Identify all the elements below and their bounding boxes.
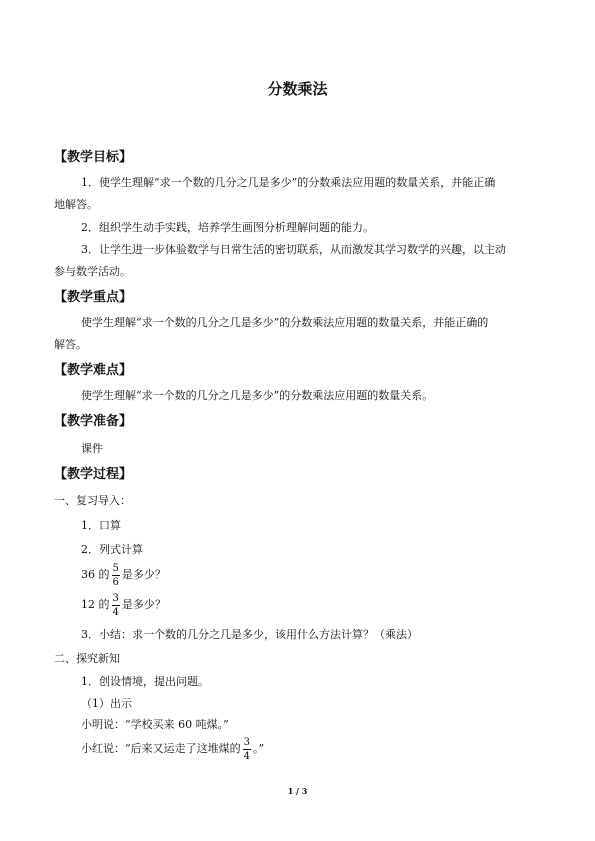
- explore-sub-1: （1）出示: [81, 697, 132, 710]
- process-heading: 【教学过程】: [54, 467, 133, 482]
- q1-fraction-bar: [112, 575, 120, 576]
- review-oral: 1．口算: [81, 519, 121, 532]
- xiaohong-line: [81, 735, 264, 763]
- key-points-line-1: 使学生理解“求一个数的几分之几是多少”的分数乘法应用题的数量关系，并能正确的: [81, 316, 489, 329]
- explore-heading: 二、探究新知: [54, 652, 120, 665]
- key-points-line-2: 解答。: [54, 338, 87, 351]
- key-points-heading: 【教学重点】: [54, 290, 133, 305]
- q1-prefix: 36 的: [81, 568, 110, 581]
- xiaohong-numerator: 3: [243, 736, 250, 748]
- xiaohong-fraction-bar: [243, 749, 251, 750]
- preparation-line-1: 课件: [81, 442, 103, 455]
- q2-fraction: [112, 593, 120, 618]
- q1-fraction: [112, 563, 120, 588]
- difficulties-line-1: 使学生理解“求一个数的几分之几是多少”的分数乘法应用题的数量关系。: [81, 389, 434, 402]
- xiaoming-line: 小明说：“学校买来 60 吨煤。”: [81, 718, 229, 731]
- goals-item-3-cont: 参与数学活动。: [54, 265, 131, 278]
- q2-denominator: 4: [112, 606, 119, 618]
- preparation-heading: 【教学准备】: [54, 414, 133, 429]
- review-heading: 一、复习导入：: [54, 494, 131, 507]
- xiaohong-denominator: 4: [243, 750, 250, 762]
- explore-step-1: 1．创设情境，提出问题。: [81, 675, 209, 688]
- q2-suffix: 是多少？: [121, 598, 166, 611]
- goals-item-2: 2．组织学生动手实践，培养学生画图分析理解问题的能力。: [81, 221, 374, 234]
- q1-suffix: 是多少？: [121, 568, 166, 581]
- q1-numerator: 5: [112, 562, 119, 574]
- q2-fraction-bar: [112, 605, 120, 606]
- xiaohong-prefix: 小红说：“后来又运走了这堆煤的: [81, 742, 241, 755]
- page-title: 分数乘法: [267, 80, 328, 98]
- xiaohong-suffix: 。”: [253, 742, 265, 755]
- xiaohong-fraction: [243, 737, 251, 762]
- review-written: 2．列式计算: [81, 543, 143, 556]
- goals-item-1-cont: 地解答。: [54, 198, 98, 211]
- goals-item-1: 1．使学生理解“求一个数的几分之几是多少”的分数乘法应用题的数量关系，并能正确: [81, 176, 496, 189]
- q2-prefix: 12 的: [81, 598, 110, 611]
- review-summary: 3．小结：求一个数的几分之几是多少，该用什么方法计算？（乘法）: [81, 628, 418, 641]
- q2-numerator: 3: [112, 592, 119, 604]
- q1-denominator: 6: [112, 576, 119, 588]
- page-number: 1 / 3: [287, 786, 308, 796]
- goals-heading: 【教学目标】: [54, 150, 133, 165]
- review-question-1: [81, 561, 166, 589]
- goals-item-3: 3．让学生进一步体验数学与日常生活的密切联系，从而激发其学习数学的兴趣，以主动: [81, 243, 506, 256]
- difficulties-heading: 【教学难点】: [54, 363, 133, 378]
- review-question-2: [81, 591, 166, 619]
